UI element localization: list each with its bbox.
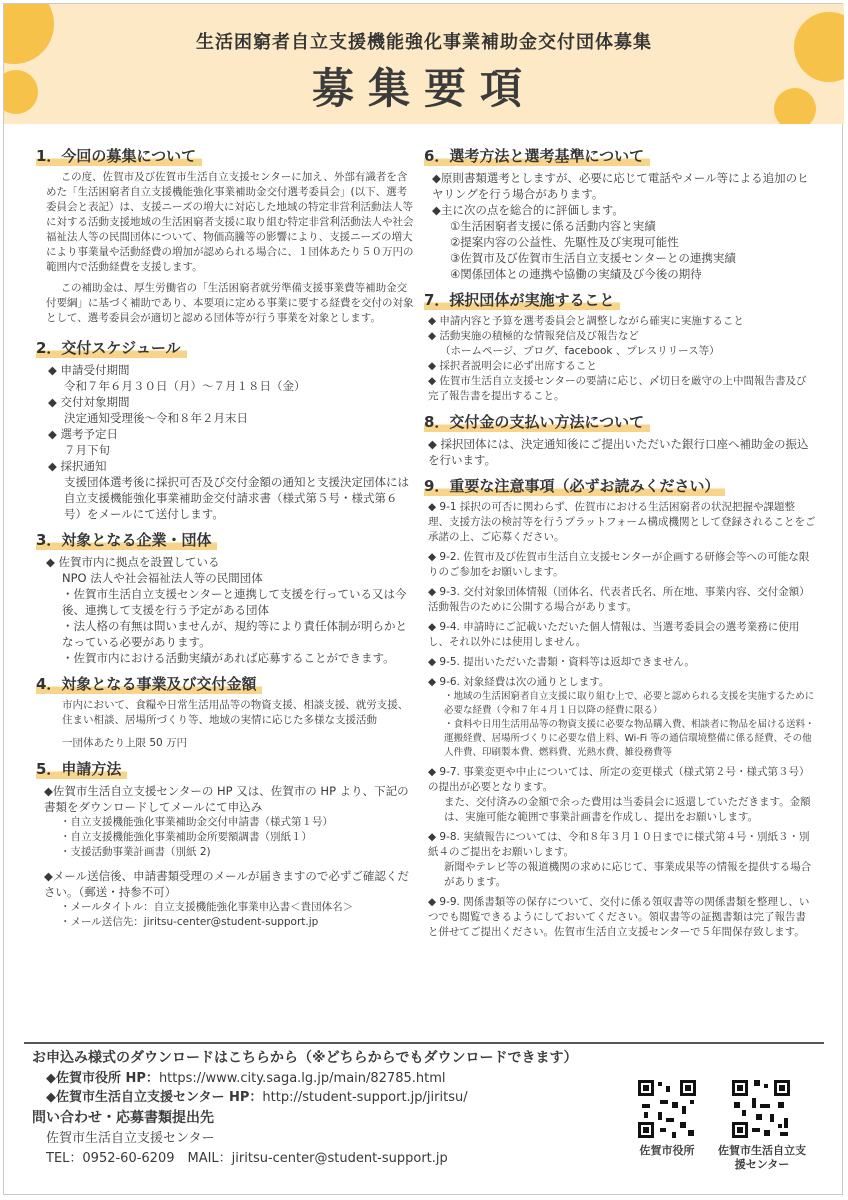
schedule-label: ◆ 選考予定日 [48,427,118,441]
center-url-link[interactable]: http://student-support.jp/jiritsu/ [262,1090,468,1105]
mail-title: ・メールタイトル：自立支援機能強化事業申込書＜貴団体名＞ [60,901,354,913]
download-heading: お申込み様式のダウンロードはこちらから（※どちらからでもダウンロードできます） [32,1050,578,1066]
city-link-row [32,1070,446,1087]
left-column [36,146,414,938]
section-2 [36,338,414,522]
center-link-row [32,1089,468,1106]
section-9 [424,476,816,940]
qr-caption-center: 佐賀市生活自立支援センター [718,1144,806,1171]
notice-item: ◆ 9-8. 実績報告については、令和８年３月１０日までに様式第４号・別紙３・別紙４のご提出をお願いします。 [428,831,810,858]
section-8 [424,412,816,468]
expense-item: ・地域の生活困窮者自立支援に取り組む上で、必要と認められる支援を実施するために必要な経費（令和７年４月１日以降の経費に限る） [444,691,815,716]
notice-item: ◆ 9-9. 関係書類等の保存について、交付に係る領収書等の関係書類を整理し、いつでも閲覧できるようにしておいてください。領収書等の証拠書類は完了報告書と併せてご提出ください。佐賀市生活自立支援センターで５年間保存致します。 [428,896,810,938]
notice-item: ◆ 9-5. 提出いただいた書類・資料等は返却できません。 [428,656,695,668]
section-heading: 7．採択団体が実施すること [424,290,620,310]
paragraph: この補助金は、厚生労働省の「生活困窮者就労準備支援事業費等補助金交付要綱」に基づく補助であり、本要項に定める事業に要する経費を交付の対象として、選考委員会が適切と認める団体等が行う事業を対象とします。 [46,282,414,324]
expense-item: ・食料や日用生活用品等の物資支援に必要な物品購入費、相談者に物品を届ける送料・運搬経費、居場所づくりに必要な借上料、Wi-Fi 等の通信環境整備に係る経費、その他人件費、印刷製本費、燃料費、光熱水費、雑役務費等 [444,719,815,758]
notice-item: ◆ 9-4. 申請時にご記載いただいた個人情報は、当選考委員会の選考業務に使用し、それ以外には使用しません。 [428,621,800,648]
schedule-value: ７月下旬 [64,443,110,457]
criteria-item: ③佐賀市及び佐賀市生活自立支援センターとの連携実績 [450,251,736,265]
criteria-item: ①生活困窮者支援に係る活動内容と実績 [450,219,656,233]
section-heading: 6．選考方法と選考基準について [424,146,650,166]
obligation-item: ◆ 申請内容と予算を選考委員会と調整しながら確実に実施すること [428,315,744,327]
section-heading: 9．重要な注意事項（必ずお読みください） [424,476,725,496]
schedule-label: ◆ 申請受付期間 [48,363,130,377]
grant-amount: 一団体あたり上限 50 万円 [62,737,188,749]
city-url-link[interactable]: https://www.city.saga.lg.jp/main/82785.html [158,1071,446,1086]
contact-heading: 問い合わせ・応募書類提出先 [32,1110,214,1126]
obligation-item: ◆ 佐賀市生活自立支援センターの要請に応じ、〆切日を厳守の上中間報告書及び完了報告書を提出すること。 [428,375,807,402]
notice-item: また、交付済みの金額で余った費用は当委員会に返還していただきます。金額は、実施可能な範囲で事業計画書を作成し、提出をお願いします。 [444,796,811,823]
section-5 [36,759,414,930]
mail-address[interactable]: ・メール送信先：jiritsu-center@student-support.jp [60,916,319,928]
section-heading: 3．対象となる企業・団体 [36,530,217,550]
notice-item: 新聞やテレビ等の報道機関の求めに応じて、事業成果等の情報を提供する場合があります。 [444,861,812,888]
section-heading: 4．対象となる事業及び交付金額 [36,674,262,694]
contact-details: TEL：0952-60-6209 MAIL：jiritsu-center@student-support.jp [46,1151,448,1166]
section-heading: 1．今回の募集について [36,146,202,166]
obligation-item: （ホームページ、ブログ、facebook 、プレスリリース等） [440,345,720,357]
schedule-label: ◆ 採択通知 [48,459,107,473]
qr-caption-city: 佐賀市役所 [639,1144,695,1157]
qr-code-center[interactable] [730,1078,792,1140]
section-7 [424,290,816,404]
document-item: ・自立支援機能強化事業補助金所要額調書（別紙１） [60,831,312,843]
right-column [424,146,816,948]
obligation-item: ◆ 活動実施の積極的な情報発信及び報告など [428,330,639,342]
section-3 [36,530,414,666]
eligibility-bullet: ・法人格の有無は問いませんが、規約等により責任体制が明らかとなっている必要があります。 [62,619,407,649]
section-1 [36,146,414,326]
city-label: ◆佐賀市役所 HP： [46,1071,159,1086]
contact-name: 佐賀市生活自立支援センター [46,1131,215,1146]
notice-item: ◆ 9-7. 事業変更や中止については、所定の変更様式（様式第２号・様式第３号）の提出が必要となります。 [428,766,810,793]
section-4 [36,674,414,751]
document-item: ・支援活動事業計画書（別紙 2) [60,846,211,858]
obligation-item: ◆ 採択者説明会に必ず出席すること [428,360,597,372]
selection-item: ◆原則書類選考としますが、必要に応じて電話やメール等による追加のヒヤリングを行う場合があります。 [432,171,809,201]
section-heading: 8．交付金の支払い方法について [424,412,650,432]
schedule-value: 支援団体選考後に採択可否及び交付金額の通知と支援決定団体には自立支援機能強化事業補助金交付請求書（様式第５号・様式第６号）をメールにて送付します。 [64,475,409,521]
mail-note: ◆メール送信後、申請書類受理のメールが届きますので必ずご確認ください。（郵送・持参不可） [44,869,409,899]
section-heading: 5．申請方法 [36,759,127,779]
section-heading: 2．交付スケジュール [36,338,187,358]
center-label: ◆佐賀市生活自立支援センター HP： [46,1090,263,1105]
page-subtitle: 生活困窮者自立支援機能強化事業補助金交付団体募集 [196,32,652,53]
eligibility-lead: ◆ 佐賀市内に拠点を設置している [46,555,220,569]
notice-item: ◆ 9-3. 交付対象団体情報（団体名、代表者氏名、所在地、事業内容、交付金額）活動報告のために公開する場合があります。 [428,586,810,613]
document-item: ・自立支援機能強化事業補助金交付申請書（様式第１号） [60,816,333,828]
paragraph: この度、佐賀市及び佐賀市生活自立支援センターに加え、外部有識者を含めた「生活困窮者自立支援機能強化事業補助金交付選考委員会」(以下、選考委員会と表記）は、支援ニーズの増大に対応した地域の特定非営利活動法人等に対する活動支援地域の生活困窮者支援に取り組む特定非営利活動法人や社会福祉法人等の民間団体について、物価高騰等の影響により、支援ニーズの増大により事業量や活動経費の増加が認められる場合に、１団体あたり５０万円の範囲内で活動経費を支援します。 [46,171,414,273]
schedule-value: 令和７年６月３０日（月）～７月１８日（金） [64,379,306,393]
qr-code-city[interactable] [636,1078,698,1140]
criteria-item: ④関係団体との連携や協働の実績及び今後の期待 [450,267,702,281]
application-lead: ◆佐賀市生活自立支援センターの HP 又は、佐賀市の HP より、下記の書類をダウンロードしてメールにて申込み [44,784,409,814]
section-6 [424,146,816,282]
eligibility-bullet: ・佐賀市内における活動実績があれば応募することができます。 [62,651,395,665]
schedule-label: ◆ 交付対象期間 [48,395,130,409]
footer [24,1042,824,1176]
notice-item: ◆ 9-2. 佐賀市及び佐賀市生活自立支援センターが企画する研修会等への可能な限りのご参加をお願いします。 [428,551,810,578]
criteria-item: ②提案内容の公益性、先駆性及び実現可能性 [450,235,679,249]
notice-item: ◆ 9-1 採択の可否に関わらず、佐賀市における生活困窮者の状況把握や課題整理、支援方法の検討等を行うプラットフォーム構成機関として登録されることをご承諾の上、ご応募ください。 [428,501,816,543]
payment-text: ◆ 採択団体には、決定通知後にご提出いただいた銀行口座へ補助金の振込を行います。 [428,437,809,467]
notice-item: ◆ 9-6. 対象経費は次の通りとします。 [428,676,610,688]
project-description: 市内において、食糧や日常生活用品等の物資支援、相談支援、就労支援、住まい相談、居場所づくり等、地域の実情に応じた多様な支援活動 [62,699,409,726]
page-title: 募集要項 [311,64,536,113]
schedule-value: 決定通知受理後～令和８年２月末日 [64,411,248,425]
selection-item: ◆主に次の点を総合的に評価します。 [432,203,624,217]
eligibility-bullet: ・佐賀市生活自立支援センターと連携して支援を行っている又は今後、連携して支援を行う予定がある団体 [62,587,407,617]
eligibility-lead: NPO 法人や社会福祉法人等の民間団体 [62,571,263,585]
